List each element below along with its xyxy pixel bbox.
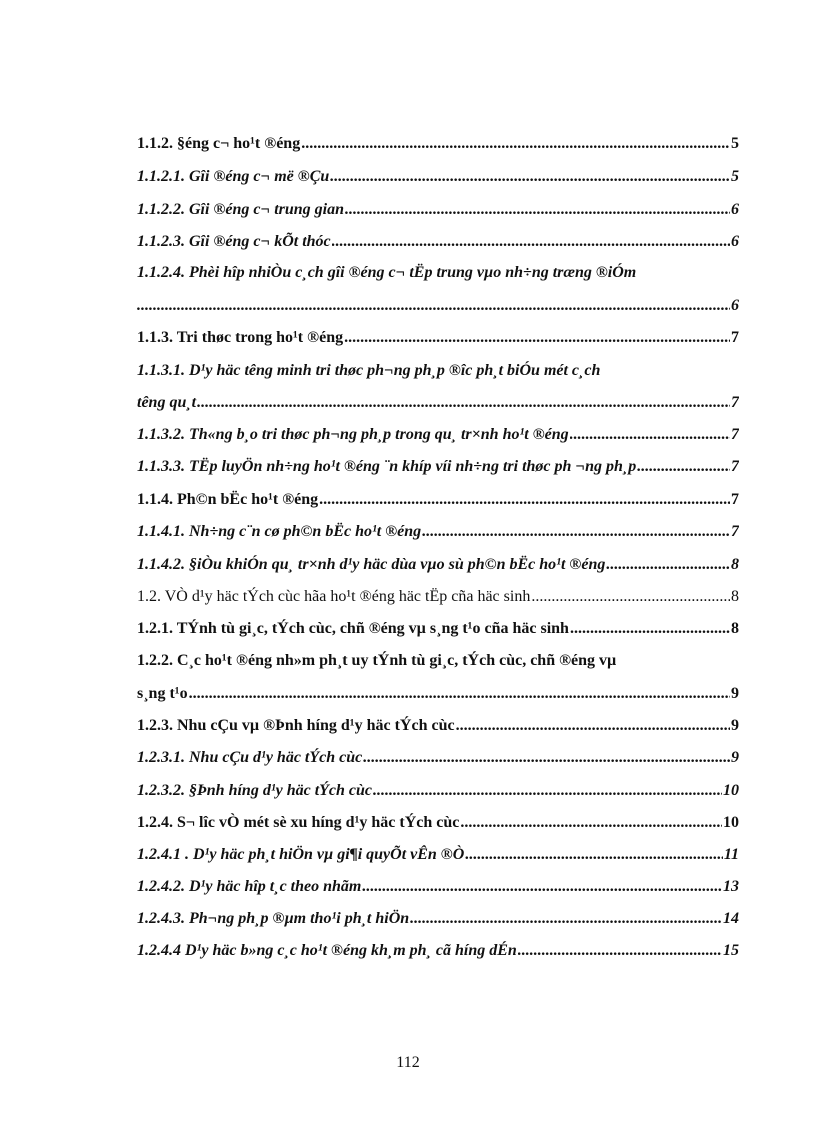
toc-entry-page: 9 (731, 749, 739, 766)
toc-entry-title: 1.2. VÒ d¹y häc tÝch cùc hãa ho¹t ®éng häc tËp cña häc sinh (137, 588, 531, 605)
toc-entry-page: 15 (723, 942, 739, 959)
toc-leader (570, 425, 730, 445)
toc-entry (137, 877, 739, 897)
toc-entry-page: 6 (731, 233, 739, 250)
page-number: 112 (396, 1054, 420, 1071)
toc-entry (137, 425, 739, 445)
toc-leader (570, 619, 730, 639)
toc-entry (137, 522, 739, 542)
toc-entry-title-cont: s¸ng t¹o (137, 685, 188, 702)
toc-leader (197, 393, 730, 413)
toc-entry-title: 1.1.3.2. Th«ng b¸o tri thøc ph¬ng ph¸p trong qu¸ tr×nh ho¹t ®éng (137, 426, 569, 443)
toc-entry-title: 1.2.4.1 . D¹y häc ph¸t hiÖn vµ gi¶i quyÕt vÊn ®Ò (137, 846, 465, 863)
toc-entry-title: 1.2.4.2. D¹y häc hîp t¸c theo nhãm (137, 878, 362, 895)
toc-leader (456, 716, 730, 736)
toc-entry-page: 7 (731, 426, 739, 443)
toc-entry-title: 1.1.2.2. Gîi ®éng c¬ trung gian (137, 201, 345, 218)
toc-entry-page: 10 (723, 782, 739, 799)
toc-entry-page: 10 (723, 814, 739, 831)
toc-entry-page: 8 (731, 620, 739, 637)
toc-entry-title: 1.1.3.1. D¹y häc têng minh tri thøc ph¬ng ph¸p ®îc ph¸t biÓu mét c¸ch (137, 362, 601, 379)
toc-entry (137, 716, 739, 736)
toc-entry-title: 1.1.4.2. §iÒu khiÓn qu¸ tr×nh d¹y häc dùa vµo sù ph©n bËc ho¹t ®éng (137, 556, 606, 573)
toc-entry-page: 9 (731, 717, 739, 734)
toc-leader (410, 909, 722, 929)
toc-leader (465, 845, 723, 865)
toc-entry-page: 7 (731, 523, 739, 540)
toc-leader (189, 684, 730, 704)
toc-entry-title: 1.1.2.3. Gîi ®éng c¬ kÕt thóc (137, 233, 331, 250)
toc-leader (373, 781, 722, 801)
toc-entry (137, 845, 739, 865)
toc-entry (137, 555, 739, 575)
toc-entry-title: 1.2.3.2. §Þnh híng d¹y häc tÝch cùc (137, 782, 373, 799)
toc-entry (137, 781, 739, 801)
toc-entry-page: 13 (723, 878, 739, 895)
toc-entry-title: 1.1.4.1. Nh÷ng c¨n cø ph©n bËc ho¹t ®éng (137, 523, 422, 540)
toc-leader (363, 748, 730, 768)
toc-entry-title: 1.2.3.1. Nhu cÇu d¹y häc tÝch cùc (137, 749, 363, 766)
toc-entry (137, 941, 739, 961)
toc-entry (137, 457, 739, 477)
toc-leader (460, 813, 722, 833)
toc-entry-title: 1.1.2.1. Gîi ®éng c¬ më ®Çu (137, 168, 330, 185)
toc-entry-page: 7 (731, 329, 739, 346)
toc-entry-page: 5 (731, 135, 739, 152)
toc-entry (137, 490, 739, 510)
toc-entry (137, 909, 739, 929)
toc-leader (531, 587, 730, 607)
toc-entry-title: 1.2.4.3. Ph¬ng ph¸p ®µm tho¹i ph¸t hiÖn (137, 910, 410, 927)
toc-entry (137, 813, 739, 833)
toc-entry-page: 11 (723, 846, 739, 863)
toc-leader (422, 522, 730, 542)
toc-entry (137, 328, 739, 348)
toc-entry (137, 619, 739, 639)
toc-entry-title: 1.2.4.4 D¹y häc b»ng c¸c ho¹t ®éng kh¸m ph¸ cã híng dÉn (137, 942, 517, 959)
toc-entry-page: 5 (731, 168, 739, 185)
toc-entry-continuation (137, 684, 739, 704)
toc-entry (137, 167, 739, 187)
toc-entry (137, 748, 739, 768)
toc-entry-title: 1.1.2. §éng c¬ ho¹t ®éng (137, 135, 301, 152)
toc-entry-title: 1.1.3. Tri thøc trong ho¹t ®éng (137, 329, 344, 346)
toc-leader (137, 296, 730, 316)
toc-entry-page: 9 (731, 685, 739, 702)
toc-leader (301, 134, 730, 154)
toc-entry-page: 6 (731, 201, 739, 218)
toc-leader (362, 877, 722, 897)
toc-entry (137, 200, 739, 220)
toc-entry-page: 8 (731, 588, 739, 605)
toc-entry (137, 134, 739, 154)
toc-leader (319, 490, 730, 510)
toc-leader (345, 200, 730, 220)
toc-entry-title: 1.2.2. C¸c ho¹t ®éng nh»m ph¸t uy tÝnh tù gi¸c, tÝch cùc, chñ ®éng vµ (137, 652, 617, 669)
toc-entry-title: 1.2.3. Nhu cÇu vµ ®Þnh híng d¹y häc tÝch cùc (137, 717, 455, 734)
toc-entry-continuation (137, 296, 739, 316)
toc-entry-page: 7 (731, 394, 739, 411)
toc-leader (330, 167, 730, 187)
toc-entry-title: 1.1.4. Ph©n bËc ho¹t ®éng (137, 491, 319, 508)
toc-entry-title: 1.2.1. TÝnh tù gi¸c, tÝch cùc, chñ ®éng vµ s¸ng t¹o cña häc sinh (137, 620, 569, 637)
toc-entry (137, 651, 739, 671)
toc-entry-page: 7 (731, 491, 739, 508)
toc-entry-page: 6 (731, 297, 739, 314)
toc-entry-title: 1.2.4. S¬ lîc vÒ mét sè xu híng d¹y häc tÝch cùc (137, 814, 460, 831)
toc-entry-title: 1.1.3.3. TËp luyÖn nh÷ng ho¹t ®éng ¨n khíp víi nh÷ng tri thøc ph ¬ng ph¸p (137, 458, 637, 475)
toc-entry-page: 14 (723, 910, 739, 927)
toc-leader (344, 328, 730, 348)
toc-entry (137, 361, 739, 381)
toc-entry-page: 8 (731, 556, 739, 573)
toc-leader (637, 457, 730, 477)
toc-leader (518, 941, 722, 961)
toc-leader (332, 232, 730, 252)
toc-entry (137, 263, 739, 283)
toc-entry-title: 1.1.2.4. Phèi hîp nhiÒu c¸ch gîi ®éng c¬ tËp trung vµo nh÷ng træng ®iÓm (137, 264, 637, 281)
toc-entry-title-cont: têng qu¸t (137, 394, 197, 411)
toc-entry (137, 587, 739, 607)
toc-entry-page: 7 (731, 458, 739, 475)
toc-entry-continuation (137, 393, 739, 413)
toc-entry (137, 232, 739, 252)
toc-leader (606, 555, 730, 575)
